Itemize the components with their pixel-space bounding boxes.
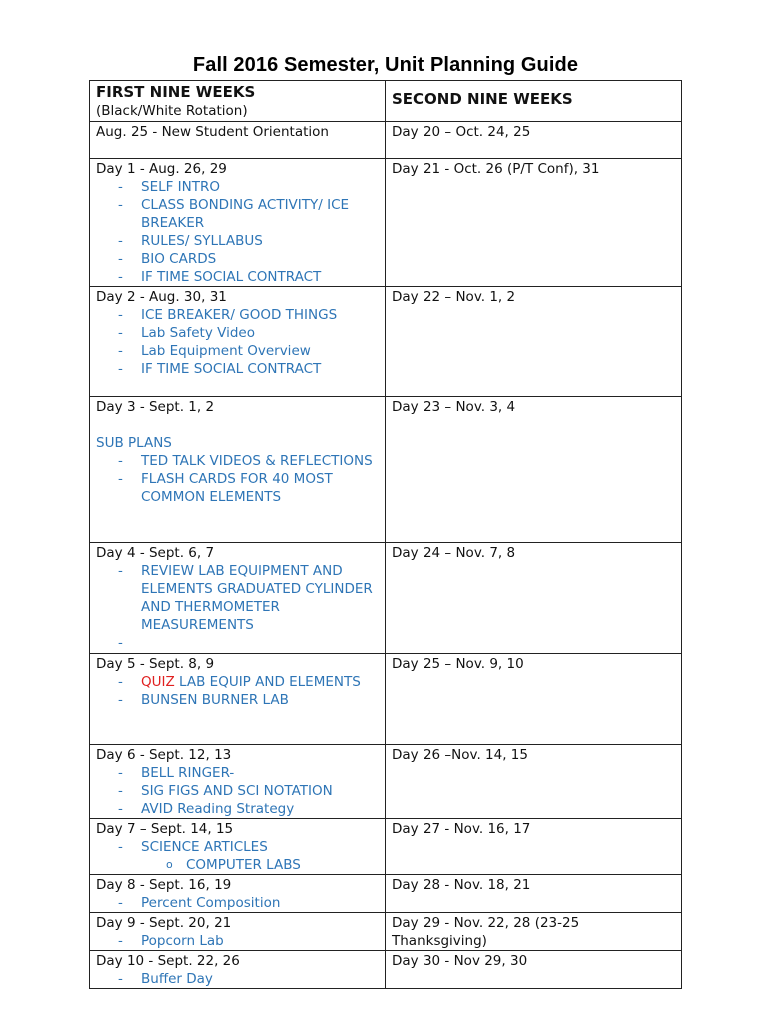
row-left-cell <box>90 913 386 951</box>
table-row <box>90 287 682 397</box>
table-row <box>90 875 682 913</box>
activity-list <box>96 894 379 912</box>
activity-list <box>96 932 379 950</box>
list-item: - TED TALK VIDEOS & REFLECTIONS <box>96 452 379 470</box>
activity-list <box>96 452 379 506</box>
list-item: - SELF INTRO <box>96 178 379 196</box>
day-label: Day 4 - Sept. 6, 7 <box>96 545 215 561</box>
day-label: Day 5 - Sept. 8, 9 <box>96 656 215 672</box>
row-left-cell <box>90 543 386 654</box>
quiz-label: QUIZ <box>141 674 175 690</box>
list-item <box>96 634 379 652</box>
list-item: - IF TIME SOCIAL CONTRACT <box>96 360 379 378</box>
day-label: Day 26 –Nov. 14, 15 <box>392 747 528 763</box>
row-left-cell <box>90 745 386 819</box>
header-col1-subtitle: (Black/White Rotation) <box>96 103 248 119</box>
row-right-cell <box>386 819 682 875</box>
day-label: Day 2 - Aug. 30, 31 <box>96 289 227 305</box>
activity-list <box>96 970 379 988</box>
day-label: Day 29 - Nov. 22, 28 (23-25 Thanksgiving) <box>392 915 580 949</box>
activity-list <box>96 838 379 874</box>
activity-list <box>96 562 379 652</box>
list-item: - RULES/ SYLLABUS <box>96 232 379 250</box>
row-right-cell <box>386 122 682 159</box>
list-item <box>96 673 379 691</box>
table-header-row <box>90 81 682 122</box>
table-row <box>90 913 682 951</box>
row-left-cell <box>90 875 386 913</box>
list-item: - Popcorn Lab <box>96 932 379 950</box>
list-item: - CLASS BONDING ACTIVITY/ ICE BREAKER <box>96 196 379 232</box>
activity-list <box>96 306 379 378</box>
row-right-cell <box>386 913 682 951</box>
list-item: - SCIENCE ARTICLES <box>96 838 379 856</box>
row-right-cell <box>386 287 682 397</box>
activity-list <box>96 764 379 818</box>
list-item: - Lab Equipment Overview <box>96 342 379 360</box>
table-row <box>90 745 682 819</box>
day-label: Day 7 – Sept. 14, 15 <box>96 821 234 837</box>
sub-list-item: o COMPUTER LABS <box>96 856 379 874</box>
day-label: Day 25 – Nov. 9, 10 <box>392 656 524 672</box>
table-row <box>90 819 682 875</box>
row-right-cell <box>386 951 682 989</box>
list-item: - AVID Reading Strategy <box>96 800 379 818</box>
day-label: Day 22 – Nov. 1, 2 <box>392 289 516 305</box>
row-left-cell <box>90 819 386 875</box>
list-item: - BELL RINGER- <box>96 764 379 782</box>
day-label: Day 30 - Nov 29, 30 <box>392 953 528 969</box>
row-left-cell <box>90 122 386 159</box>
list-item: - Percent Composition <box>96 894 379 912</box>
table-row <box>90 397 682 543</box>
table-row <box>90 951 682 989</box>
list-item: - REVIEW LAB EQUIPMENT AND ELEMENTS GRADUATED CYLINDER AND THERMOMETER MEASUREMENTS <box>96 562 379 634</box>
activity-list <box>96 673 379 709</box>
day-label: Day 21 - Oct. 26 (P/T Conf), 31 <box>392 161 600 177</box>
list-item: - BUNSEN BURNER LAB <box>96 691 379 709</box>
day-label: Day 20 – Oct. 24, 25 <box>392 124 531 140</box>
row-right-cell <box>386 397 682 543</box>
day-label: Day 27 - Nov. 16, 17 <box>392 821 531 837</box>
list-item: - Lab Safety Video <box>96 324 379 342</box>
row-right-cell <box>386 745 682 819</box>
day-label: Aug. 25 - New Student Orientation <box>96 124 329 140</box>
row-right-cell <box>386 159 682 287</box>
day-label: Day 10 - Sept. 22, 26 <box>96 953 240 969</box>
table-row <box>90 543 682 654</box>
day-label: Day 8 - Sept. 16, 19 <box>96 877 232 893</box>
row-right-cell <box>386 543 682 654</box>
day-label: Day 28 - Nov. 18, 21 <box>392 877 531 893</box>
header-col1-title: FIRST NINE WEEKS <box>96 83 256 101</box>
page-title: Fall 2016 Semester, Unit Planning Guide <box>192 54 579 76</box>
table-row <box>90 654 682 745</box>
sub-plans-note: SUB PLANS <box>96 435 172 451</box>
day-label: Day 23 – Nov. 3, 4 <box>392 399 516 415</box>
day-label: Day 3 - Sept. 1, 2 <box>96 399 215 415</box>
list-item: - ICE BREAKER/ GOOD THINGS <box>96 306 379 324</box>
row-left-cell <box>90 951 386 989</box>
list-item: - FLASH CARDS FOR 40 MOST COMMON ELEMENTS <box>96 470 379 506</box>
row-right-cell <box>386 875 682 913</box>
list-item: - IF TIME SOCIAL CONTRACT <box>96 268 379 286</box>
list-item: - SIG FIGS AND SCI NOTATION <box>96 782 379 800</box>
header-second-nine-weeks: SECOND NINE WEEKS <box>386 81 682 122</box>
activity-list <box>96 178 379 286</box>
day-label: Day 9 - Sept. 20, 21 <box>96 915 232 931</box>
day-label: Day 6 - Sept. 12, 13 <box>96 747 232 763</box>
row-right-cell <box>386 654 682 745</box>
table-row <box>90 159 682 287</box>
row-left-cell <box>90 287 386 397</box>
row-left-cell <box>90 654 386 745</box>
list-item: - BIO CARDS <box>96 250 379 268</box>
day-label: Day 1 - Aug. 26, 29 <box>96 161 227 177</box>
day-label: Day 24 – Nov. 7, 8 <box>392 545 516 561</box>
planning-table <box>89 80 682 989</box>
header-first-nine-weeks <box>90 81 386 122</box>
table-row <box>90 122 682 159</box>
list-item: - Buffer Day <box>96 970 379 988</box>
row-left-cell <box>90 397 386 543</box>
row-left-cell <box>90 159 386 287</box>
quiz-item-text: LAB EQUIP AND ELEMENTS <box>174 674 361 690</box>
